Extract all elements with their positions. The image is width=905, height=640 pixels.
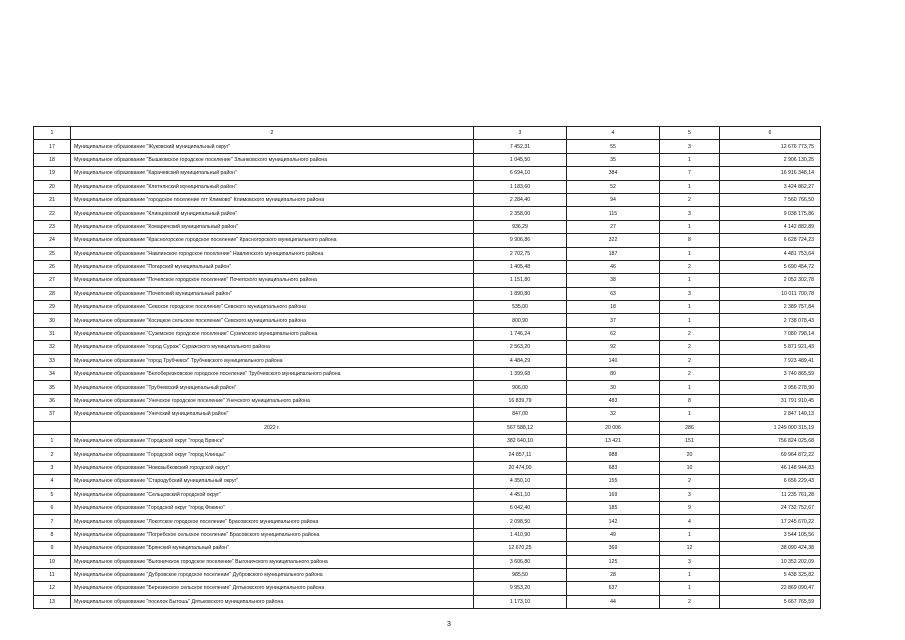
table-row [34,180,821,193]
table-row [34,448,821,461]
quantity-cell: 3 [660,287,720,300]
name-cell: Муниципальное образование "Новозыбковский городской округ" [71,461,474,474]
area-cell: 4 350,10 [474,475,567,488]
row-number-cell: 28 [34,287,71,300]
name-cell: Муниципальное образование "Красногорское городское поселение" Красногорского муниципального района [71,234,474,247]
area-cell: 1 399,68 [474,368,567,381]
name-cell: Муниципальное образование "Комаричский муниципальный район" [71,220,474,233]
count-cell: 46 [567,260,660,273]
area-cell: 1 151,80 [474,274,567,287]
count-cell: 55 [567,140,660,153]
count-cell: 30 [567,381,660,394]
name-cell: 2022 г. [71,421,474,434]
table-row [34,461,821,474]
total-cell: 3 956 278,90 [720,381,821,394]
table-row [34,434,821,447]
quantity-cell: 1 [660,568,720,581]
table-row [34,314,821,327]
table-body [34,127,821,609]
count-cell: 62 [567,327,660,340]
area-cell: 1 405,48 [474,260,567,273]
header-cell: 6 [720,127,821,140]
name-cell: Муниципальное образование "Березинское сельское поселение" Дятьковского муниципального района [71,582,474,595]
table-row [34,167,821,180]
total-cell: 5 667 765,59 [720,595,821,608]
area-cell: 7 452,31 [474,140,567,153]
row-number-cell: 8 [34,528,71,541]
quantity-cell: 1 [660,582,720,595]
area-cell: 936,29 [474,220,567,233]
table-row [34,234,821,247]
name-cell: Муниципальное образование "Вышковское городское поселение" Злынковского муниципального района [71,153,474,166]
total-cell: 24 732 752,67 [720,501,821,514]
count-cell: 125 [567,555,660,568]
area-cell: 2 563,20 [474,341,567,354]
row-number-cell: 30 [34,314,71,327]
count-cell: 637 [567,582,660,595]
count-cell: 142 [567,515,660,528]
quantity-cell: 4 [660,515,720,528]
table-row [34,475,821,488]
count-cell: 37 [567,314,660,327]
table-row [34,327,821,340]
count-cell: 32 [567,408,660,421]
name-cell: Муниципальное образование "поселок Бытошь" Дятьковского муниципального района [71,595,474,608]
row-number-cell: 19 [34,167,71,180]
table-row [34,555,821,568]
row-number-cell: 21 [34,193,71,206]
area-cell: 2 098,50 [474,515,567,528]
row-number-cell: 27 [34,274,71,287]
total-cell: 6 628 724,23 [720,234,821,247]
row-number-cell: 31 [34,327,71,340]
header-cell: 5 [660,127,720,140]
count-cell: 384 [567,167,660,180]
row-number-cell: 24 [34,234,71,247]
table-row [34,528,821,541]
table-row [34,341,821,354]
count-cell: 683 [567,461,660,474]
count-cell: 20 006 [567,421,660,434]
total-cell: 4 142 882,89 [720,220,821,233]
row-number-cell: 25 [34,247,71,260]
row-number-cell: 2 [34,448,71,461]
name-cell: Муниципальное образование "Клинцовский муниципальный район" [71,207,474,220]
row-number-cell: 7 [34,515,71,528]
row-number-cell: 18 [34,153,71,166]
table-row [34,582,821,595]
table-row [34,260,821,273]
area-cell: 1 746,24 [474,327,567,340]
count-cell: 185 [567,501,660,514]
area-cell: 906,00 [474,381,567,394]
area-cell: 2 358,00 [474,207,567,220]
table-row [34,354,821,367]
area-cell: 20 474,00 [474,461,567,474]
quantity-cell: 9 [660,501,720,514]
area-cell: 567 588,12 [474,421,567,434]
row-number-cell: 1 [34,434,71,447]
area-cell: 2 702,75 [474,247,567,260]
total-cell: 5 871 921,43 [720,341,821,354]
table-row [34,207,821,220]
header-row [34,127,821,140]
name-cell: Муниципальное образование "Городской округ "город Фокино" [71,501,474,514]
quantity-cell: 3 [660,555,720,568]
table-row [34,515,821,528]
total-cell: 3 740 865,59 [720,368,821,381]
name-cell: Муниципальное образование "Дубровское городское поселение" Дубровского муниципального района [71,568,474,581]
row-number-cell: 23 [34,220,71,233]
count-cell: 483 [567,394,660,407]
table-row [34,488,821,501]
name-cell: Муниципальное образование "Жуковский муниципальный округ" [71,140,474,153]
total-cell: 4 481 753,64 [720,247,821,260]
quantity-cell: 3 [660,140,720,153]
area-cell: 6 694,10 [474,167,567,180]
row-number-cell: 32 [34,341,71,354]
area-cell: 3 606,80 [474,555,567,568]
quantity-cell: 2 [660,260,720,273]
quantity-cell: 1 [660,314,720,327]
table-row [34,381,821,394]
quantity-cell: 151 [660,434,720,447]
area-cell: 847,00 [474,408,567,421]
total-cell: 2 906 130,25 [720,153,821,166]
quantity-cell: 1 [660,408,720,421]
quantity-cell: 2 [660,327,720,340]
area-cell: 382 640,10 [474,434,567,447]
total-cell: 2 738 078,43 [720,314,821,327]
total-cell: 9 038 175,86 [720,207,821,220]
count-cell: 13 421 [567,434,660,447]
page-number: 3 [447,621,451,628]
quantity-cell: 2 [660,341,720,354]
count-cell: 92 [567,341,660,354]
area-cell: 24 857,11 [474,448,567,461]
row-number-cell: 22 [34,207,71,220]
quantity-cell: 1 [660,220,720,233]
count-cell: 63 [567,287,660,300]
quantity-cell: 1 [660,274,720,287]
row-number-cell: 13 [34,595,71,608]
count-cell: 369 [567,542,660,555]
area-cell: 6 042,40 [474,501,567,514]
name-cell: Муниципальное образование "городское поселение пгт Климово" Климовского муниципального района [71,193,474,206]
count-cell: 35 [567,153,660,166]
quantity-cell: 10 [660,461,720,474]
total-cell: 46 148 944,83 [720,461,821,474]
quantity-cell: 1 [660,247,720,260]
table-row [34,501,821,514]
name-cell: Муниципальное образование "Сельцовский городской округ" [71,488,474,501]
quantity-cell: 1 [660,381,720,394]
total-cell: 38 090 424,38 [720,542,821,555]
row-number-cell: 26 [34,260,71,273]
quantity-cell: 8 [660,234,720,247]
name-cell: Муниципальное образование "Почепский муниципальный район" [71,287,474,300]
name-cell: Муниципальное образование "Локотское городское поселение" Брасовского муниципального района [71,515,474,528]
row-number-cell: 10 [34,555,71,568]
total-cell: 7 080 798,14 [720,327,821,340]
header-cell: 3 [474,127,567,140]
count-cell: 27 [567,220,660,233]
row-number-cell: 36 [34,394,71,407]
row-number-cell: 20 [34,180,71,193]
count-cell: 322 [567,234,660,247]
table-row [34,568,821,581]
name-cell: Муниципальное образование "Городской округ "город Клинцы" [71,448,474,461]
area-cell: 1 410,90 [474,528,567,541]
count-cell: 115 [567,207,660,220]
total-cell: 756 824 025,68 [720,434,821,447]
row-number-cell: 3 [34,461,71,474]
quantity-cell: 8 [660,394,720,407]
row-number-cell: 37 [34,408,71,421]
area-cell: 800,90 [474,314,567,327]
total-cell: 5 438 325,82 [720,568,821,581]
name-cell: Муниципальное образование "город Сураж" Суражского муниципального района [71,341,474,354]
count-cell: 44 [567,595,660,608]
name-cell: Муниципальное образование "Севское городское поселение" Севского муниципального района [71,301,474,314]
count-cell: 187 [567,247,660,260]
total-cell: 2 847 140,13 [720,408,821,421]
row-number-cell: 34 [34,368,71,381]
header-cell: 1 [34,127,71,140]
table-row [34,287,821,300]
quantity-cell: 2 [660,193,720,206]
total-cell: 22 869 090,47 [720,582,821,595]
quantity-cell: 3 [660,207,720,220]
data-table [33,126,821,609]
row-number-cell: 12 [34,582,71,595]
row-number-cell: 4 [34,475,71,488]
table-row [34,220,821,233]
total-cell: 7 560 766,50 [720,193,821,206]
name-cell: Муниципальное образование "Клетнянский муниципальный район" [71,180,474,193]
total-cell: 2 389 757,84 [720,301,821,314]
name-cell: Муниципальное образование "Суземское городское поселение" Суземского муниципального района [71,327,474,340]
row-number-cell: 33 [34,354,71,367]
quantity-cell: 3 [660,488,720,501]
area-cell: 9 953,20 [474,582,567,595]
table-row [34,193,821,206]
quantity-cell: 2 [660,475,720,488]
total-cell: 3 424 862,27 [720,180,821,193]
count-cell: 80 [567,368,660,381]
count-cell: 52 [567,180,660,193]
name-cell: Муниципальное образование "Городской округ "город Брянск" [71,434,474,447]
row-number-cell: 9 [34,542,71,555]
quantity-cell: 1 [660,153,720,166]
table-row [34,368,821,381]
total-cell: 11 235 761,28 [720,488,821,501]
quantity-cell: 20 [660,448,720,461]
count-cell: 49 [567,528,660,541]
row-number-cell: 17 [34,140,71,153]
area-cell: 985,50 [474,568,567,581]
count-cell: 155 [567,475,660,488]
area-cell: 1 183,60 [474,180,567,193]
table-row [34,408,821,421]
total-cell: 12 676 773,75 [720,140,821,153]
name-cell: Муниципальное образование "Навлинское городское поселение" Навлинского муниципального района [71,247,474,260]
name-cell: Муниципальное образование "Унечское городское поселение" Унечского муниципального района [71,394,474,407]
total-cell: 2 052 302,78 [720,274,821,287]
header-cell: 2 [71,127,474,140]
name-cell: Муниципальное образование "Выгоничское городское поселение" Выгоничского муниципального района [71,555,474,568]
total-cell: 1 249 000 315,19 [720,421,821,434]
name-cell: Муниципальное образование "Стародубский муниципальный округ" [71,475,474,488]
quantity-cell: 7 [660,167,720,180]
area-cell: 1 045,50 [474,153,567,166]
total-cell: 69 964 872,22 [720,448,821,461]
area-cell: 2 284,40 [474,193,567,206]
name-cell: Муниципальное образование "Погарский муниципальный район" [71,260,474,273]
name-cell: Муниципальное образование "Погребское сельское поселение" Брасовского муниципального района [71,528,474,541]
quantity-cell: 2 [660,595,720,608]
table-row [34,542,821,555]
name-cell: Муниципальное образование "Трубчевский муниципальный район" [71,381,474,394]
name-cell: Муниципальное образование "Белоберезковское городское поселение" Трубчевского муниципального района [71,368,474,381]
row-number-cell: 6 [34,501,71,514]
count-cell: 988 [567,448,660,461]
table-row [34,301,821,314]
table-row [34,394,821,407]
count-cell: 169 [567,488,660,501]
table-row [34,140,821,153]
table-row [34,421,821,434]
row-number-cell: 11 [34,568,71,581]
total-cell: 17 245 670,22 [720,515,821,528]
name-cell: Муниципальное образование "Брянский муниципальный район" [71,542,474,555]
quantity-cell: 12 [660,542,720,555]
name-cell: Муниципальное образование "Карачевский муниципальный район" [71,167,474,180]
total-cell: 6 656 229,43 [720,475,821,488]
count-cell: 38 [567,274,660,287]
area-cell: 535,00 [474,301,567,314]
area-cell: 4 484,29 [474,354,567,367]
table-row [34,595,821,608]
row-number-cell: 35 [34,381,71,394]
table-row [34,247,821,260]
row-number-cell: 5 [34,488,71,501]
total-cell: 5 690 454,72 [720,260,821,273]
area-cell: 12 670,25 [474,542,567,555]
table-row [34,153,821,166]
quantity-cell: 286 [660,421,720,434]
area-cell: 1 890,80 [474,287,567,300]
header-cell: 4 [567,127,660,140]
area-cell: 9 906,86 [474,234,567,247]
total-cell: 31 791 910,45 [720,394,821,407]
count-cell: 28 [567,568,660,581]
quantity-cell: 2 [660,354,720,367]
area-cell: 16 839,79 [474,394,567,407]
area-cell: 1 173,10 [474,595,567,608]
name-cell: Муниципальное образование "Унечский муниципальный район" [71,408,474,421]
count-cell: 94 [567,193,660,206]
quantity-cell: 2 [660,368,720,381]
total-cell: 7 923 489,41 [720,354,821,367]
area-cell: 4 451,10 [474,488,567,501]
name-cell: Муниципальное образование "Косицкое сельское поселение" Севского муниципального района [71,314,474,327]
quantity-cell: 1 [660,180,720,193]
row-number-cell: 29 [34,301,71,314]
name-cell: Муниципальное образование "Почепское городское поселение" Почепского муниципального района [71,274,474,287]
count-cell: 140 [567,354,660,367]
name-cell: Муниципальное образование "город Трубчевск" Трубчевского муниципального района [71,354,474,367]
count-cell: 18 [567,301,660,314]
total-cell: 3 544 105,56 [720,528,821,541]
quantity-cell: 1 [660,301,720,314]
quantity-cell: 1 [660,528,720,541]
row-number-cell [34,421,71,434]
total-cell: 16 916 348,14 [720,167,821,180]
table-row [34,274,821,287]
total-cell: 10 352 202,09 [720,555,821,568]
total-cell: 10 011 700,78 [720,287,821,300]
